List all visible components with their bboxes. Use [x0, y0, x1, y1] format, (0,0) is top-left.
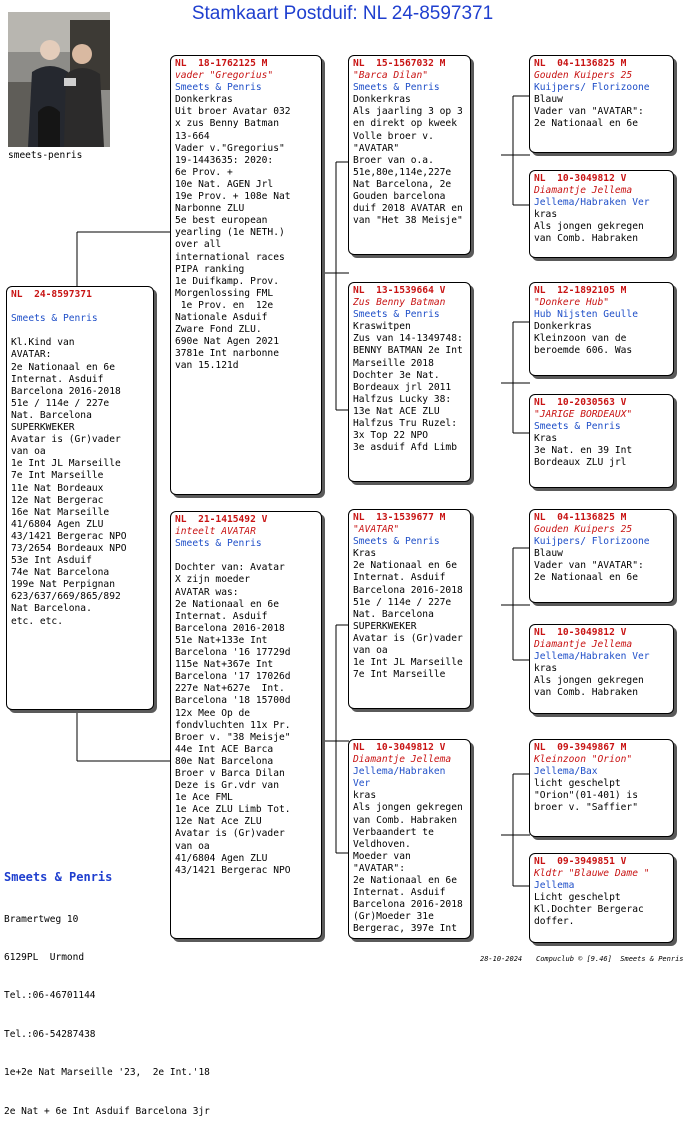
- achievement-line: 2e Nat + 6e Int Asduif Barcelona 3jr: [4, 1105, 210, 1117]
- pigeon-notes: Donkerkras Als jaarling 3 op 3 en direkt op kweek Volle broer v. "AVATAR" Broer van o.a. 51e,80e,114e,227e Nat Barcelona, 2e Gouden barcelona duif 2018 AVATAR en van "Het 38 Meisje": [353, 94, 463, 227]
- ring-number: NL 10-3049812 V: [534, 173, 627, 184]
- pigeon-notes: Kraswitpen Zus van 14-1349748: BENNY BATMAN 2e Int Marseille 2018 Dochter 3e Nat. Bordeaux jrl 2011 Halfzus Lucky 38: 13e Nat ACE ZLU Halfzus Tru Ruzel: 3x Top 22 NPO 3e asduif Afd Limb: [353, 321, 463, 454]
- pigeon-card-fmf[interactable]: [529, 282, 674, 376]
- ring-number: NL 09-3949851 V: [534, 856, 627, 867]
- pigeon-notes: Donkerkras Kleinzoon van de beroemde 606. Was: [534, 321, 633, 357]
- breeder: Smeets & Penris: [175, 82, 262, 94]
- pigeon-notes: kras Als jongen gekregen van Comb. Habraken Verbaandert te Veldhoven. Moeder van "AVATAR": 2e Nationaal en 6e Internat. Asduif Barcelona 2016-2018 (Gr)Moeder 31e Bergerac, 397e Int: [353, 790, 463, 935]
- owner-address: [4, 888, 210, 1131]
- spacer: [11, 325, 149, 337]
- photo-caption: smeets-penris: [8, 150, 83, 161]
- pigeon-notes: Licht geschelpt Kl.Dochter Bergerac doffer.: [534, 892, 644, 928]
- pigeon-card-mfm[interactable]: [529, 624, 674, 714]
- ring-number: NL 04-1136825 M: [534, 58, 627, 69]
- pigeon-name: Gouden Kuipers 25: [534, 70, 633, 82]
- pigeon-notes: Blauw Vader van "AVATAR": 2e Nationaal en 6e: [534, 548, 644, 584]
- pigeon-card-fm[interactable]: [348, 282, 471, 482]
- pigeon-notes: Donkerkras Uit broer Avatar 032 x zus Benny Batman 13-664 Vader v."Gregorius" 19-1443635: 2020: 6e Prov. + 10e Nat. AGEN Jrl 19e Prov. + 108e Nat Narbonne ZLU 5e best european yearling (1e NETH.) over all international races PIPA ranking 1e Duifkamp. Prov. Morgenlossing FML 1e Prov. en 12e Nationale Asduif Zware Fond ZLU. 690e Nat Agen 2021 3781e Int narbonne van 15.121d: [175, 94, 291, 372]
- pigeon-name: Diamantje Jellema: [353, 754, 452, 766]
- breeder: Smeets & Penris: [353, 82, 440, 94]
- pigeon-name: Kleinzoon "Orion": [534, 754, 633, 766]
- address-line: Bramertweg 10: [4, 913, 79, 925]
- pigeon-card-mm[interactable]: [348, 739, 471, 939]
- ring-number: NL 04-1136825 M: [534, 512, 627, 523]
- pigeon-card-mff[interactable]: [529, 509, 674, 603]
- ring-number: NL 13-1539677 M: [353, 512, 446, 523]
- pigeon-name: Diamantje Jellema: [534, 185, 633, 197]
- footer-date: 28-10-2024: [480, 955, 523, 963]
- address-line: 6129PL Urmond: [4, 951, 85, 963]
- pigeon-card-fmm[interactable]: [529, 394, 674, 488]
- ring-number: NL 15-1567032 M: [353, 58, 446, 69]
- ring-number: NL 13-1539664 V: [353, 285, 446, 296]
- breeder: Smeets & Penris: [534, 421, 621, 433]
- pigeon-name: "AVATAR": [353, 524, 400, 536]
- pigeon-card-mmf[interactable]: [529, 739, 674, 837]
- pigeon-name: "Barca Dilan": [353, 70, 429, 82]
- page-title: Stamkaart Postduif: NL 24-8597371: [191, 3, 494, 24]
- pigeon-card-ffm[interactable]: [529, 170, 674, 258]
- pigeon-notes: Kras 2e Nationaal en 6e Internat. Asduif Barcelona 2016-2018 51e / 114e / 227e Nat. Barcelona SUPERKWEKER Avatar is (Gr)vader van oa 1e Int JL Marseille 7e Int Marseille: [353, 548, 463, 681]
- breeder: Jellema/Habraken Ver: [534, 651, 650, 663]
- pigeon-card-mmm[interactable]: [529, 853, 674, 943]
- pigeon-notes: Kras 3e Nat. en 39 Int Bordeaux ZLU jrl: [534, 433, 633, 469]
- pigeon-name: inteelt AVATAR: [175, 526, 256, 538]
- pigeon-notes: kras Als jongen gekregen van Comb. Habraken: [534, 663, 644, 699]
- pigeon-name: Gouden Kuipers 25: [534, 524, 633, 536]
- breeder: Jellema: [534, 880, 575, 892]
- ring-number: NL 10-2030563 V: [534, 397, 627, 408]
- phone-line: Tel.:06-54287438: [4, 1028, 96, 1040]
- owner-name: Smeets & Penris: [4, 870, 113, 884]
- ring-number: NL 18-1762125 M: [175, 58, 268, 69]
- breeder: Smeets & Penris: [353, 309, 440, 321]
- achievement-line: 1e+2e Nat Marseille '23, 2e Int.'18: [4, 1067, 210, 1079]
- phone-line: Tel.:06-46701144: [4, 990, 96, 1002]
- ring-number: NL 10-3049812 V: [353, 742, 446, 753]
- pigeon-name: [11, 301, 149, 313]
- pigeon-card-mf[interactable]: [348, 509, 471, 709]
- pigeon-name: "JARIGE BORDEAUX": [534, 409, 633, 421]
- breeder: Jellema/Bax: [534, 766, 598, 778]
- breeder: Smeets & Penris: [11, 313, 98, 325]
- pigeon-notes: Blauw Vader van "AVATAR": 2e Nationaal en 6e: [534, 94, 644, 130]
- pigeon-card-main[interactable]: [6, 286, 154, 710]
- breeder: Kuijpers/ Florizoone: [534, 82, 650, 94]
- footer-software: Compuclub © [9.46] Smeets & Penris: [536, 955, 684, 963]
- pigeon-notes: Dochter van: Avatar X zijn moeder AVATAR was: 2e Nationaal en 6e Internat. Asduif Barcelona 2016-2018 51e Nat+133e Int Barcelona '16 17729d 115e Nat+367e Int Barcelona '17 17026d 227e Nat+627e Int. Barcelona '18 15700d 12x Mee Op de fondvluchten 11x Pr. Broer v. "38 Meisje" 44e Int ACE Barca 80e Nat Barcelona Broer v Barca Dilan Deze is Gr.vdr van 1e Ace FML 1e Ace ZLU Limb Tot. 12e Nat Ace ZLU Avatar is (Gr)vader van oa 41/6804 Agen ZLU 43/1421 Bergerac NPO: [175, 562, 291, 876]
- breeder: Smeets & Penris: [353, 536, 440, 548]
- pigeon-name: "Donkere Hub": [534, 297, 610, 309]
- breeder: Smeets & Penris: [175, 538, 262, 550]
- pigeon-name: vader "Gregorius": [175, 70, 274, 82]
- pigeon-name: Kldtr "Blauwe Dame ": [534, 868, 650, 880]
- pigeon-card-ff[interactable]: [348, 55, 471, 255]
- breeder: Kuijpers/ Florizoone: [534, 536, 650, 548]
- pigeon-name: Zus Benny Batman: [353, 297, 446, 309]
- breeder: Hub Nijsten Geulle: [534, 309, 638, 321]
- pigeon-name: Diamantje Jellema: [534, 639, 633, 651]
- pigeon-card-mother[interactable]: [170, 511, 322, 939]
- ring-number: NL 09-3949867 M: [534, 742, 627, 753]
- ring-number: NL 10-3049812 V: [534, 627, 627, 638]
- breeder: Jellema/Habraken Ver: [353, 766, 446, 790]
- pigeon-notes: Kl.Kind van AVATAR: 2e Nationaal en 6e Internat. Asduif Barcelona 2016-2018 51e / 114e / 227e Nat. Barcelona SUPERKWEKER Avatar is (Gr)vader van oa 1e Int JL Marseille 7e Int Marseille 11e Nat Bordeaux 12e Nat Bergerac 16e Nat Marseille 41/6804 Agen ZLU 43/1421 Bergerac NPO 73/2654 Bordeaux NPO 53e Int Asduif 74e Nat Barcelona 199e Nat Perpignan 623/637/669/865/892 Nat Barcelona. etc. etc.: [11, 337, 127, 627]
- breeder: Jellema/Habraken Ver: [534, 197, 650, 209]
- pigeon-notes: kras Als jongen gekregen van Comb. Habraken: [534, 209, 644, 245]
- ring-number: NL 21-1415492 V: [175, 514, 268, 525]
- ring-number: NL 24-8597371: [11, 289, 92, 300]
- ring-number: NL 12-1892105 M: [534, 285, 627, 296]
- pigeon-notes: licht geschelpt "Orion"(01-401) is broer v. "Saffier": [534, 778, 638, 814]
- pigeon-card-father[interactable]: [170, 55, 322, 495]
- pigeon-card-fff[interactable]: [529, 55, 674, 153]
